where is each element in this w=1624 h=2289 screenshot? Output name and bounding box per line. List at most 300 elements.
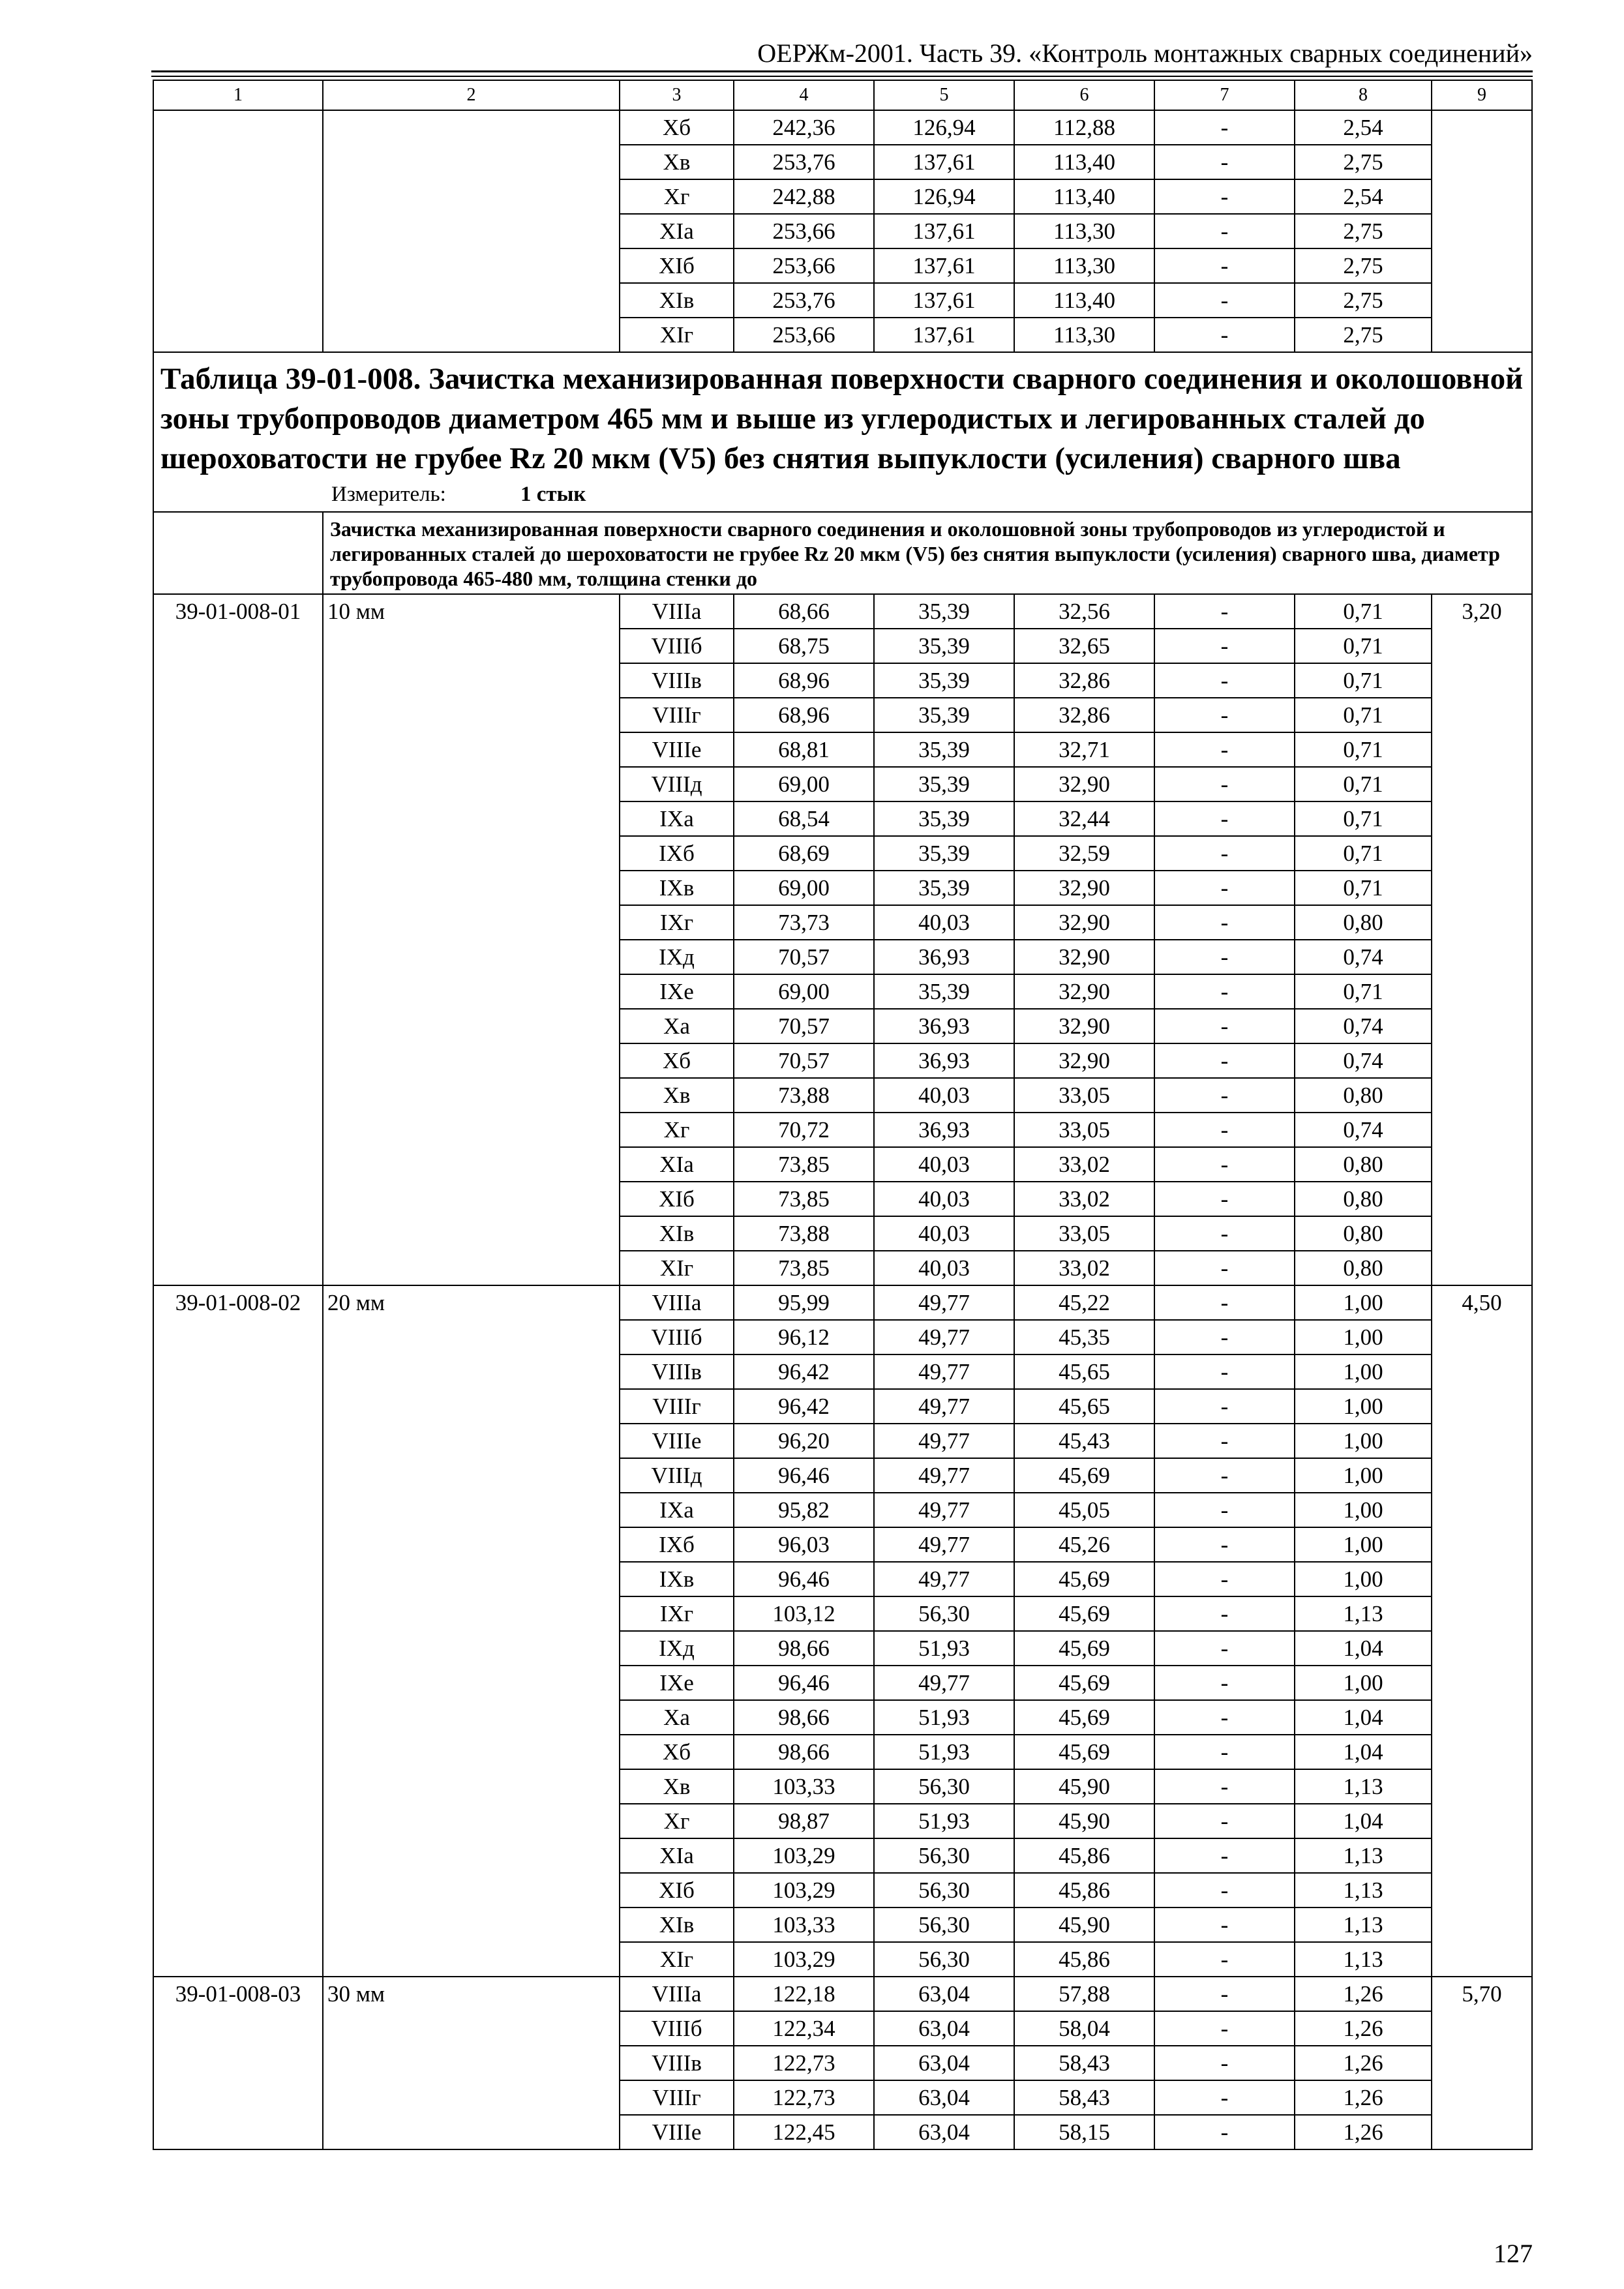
- value-cell: 1,04: [1295, 1631, 1432, 1666]
- value-cell: VIIIб: [620, 2011, 734, 2046]
- value-cell: -: [1154, 663, 1295, 698]
- value-cell: 1,00: [1295, 1285, 1432, 1320]
- value-cell: -: [1154, 940, 1295, 974]
- value-cell: 45,90: [1014, 1769, 1154, 1804]
- value-cell: 1,00: [1295, 1424, 1432, 1458]
- col9-cell: [1432, 1700, 1532, 1735]
- col9-cell: [1432, 836, 1532, 871]
- value-cell: 0,80: [1295, 1182, 1432, 1216]
- value-cell: -: [1154, 871, 1295, 905]
- column-number: 4: [734, 80, 874, 110]
- col9-cell: [1432, 248, 1532, 283]
- value-cell: 45,86: [1014, 1942, 1154, 1977]
- value-cell: Хг: [620, 1113, 734, 1147]
- code-cell: [153, 1216, 323, 1251]
- value-cell: 68,54: [734, 801, 874, 836]
- value-cell: -: [1154, 1700, 1295, 1735]
- value-cell: 73,88: [734, 1078, 874, 1113]
- value-cell: 96,46: [734, 1458, 874, 1493]
- value-cell: 63,04: [874, 1977, 1014, 2011]
- col9-cell: [1432, 1216, 1532, 1251]
- code-cell: [153, 1666, 323, 1700]
- value-cell: 1,26: [1295, 2080, 1432, 2115]
- name-cell: [323, 179, 620, 214]
- col9-cell: [1432, 318, 1532, 352]
- table-row: [153, 732, 1532, 767]
- value-cell: 122,73: [734, 2080, 874, 2115]
- name-cell: [323, 1562, 620, 1596]
- value-cell: 49,77: [874, 1458, 1014, 1493]
- value-cell: VIIIа: [620, 1285, 734, 1320]
- code-cell: [153, 1942, 323, 1977]
- value-cell: 0,71: [1295, 698, 1432, 732]
- value-cell: 1,00: [1295, 1527, 1432, 1562]
- value-cell: 49,77: [874, 1666, 1014, 1700]
- value-cell: 49,77: [874, 1424, 1014, 1458]
- col9-cell: [1432, 1078, 1532, 1113]
- value-cell: 32,44: [1014, 801, 1154, 836]
- value-cell: VIIIе: [620, 1424, 734, 1458]
- value-cell: 253,66: [734, 214, 874, 248]
- value-cell: 0,71: [1295, 594, 1432, 629]
- value-cell: 35,39: [874, 629, 1014, 663]
- table-row: [153, 2080, 1532, 2115]
- value-cell: Хб: [620, 1735, 734, 1769]
- value-cell: 103,33: [734, 1769, 874, 1804]
- value-cell: 112,88: [1014, 110, 1154, 145]
- name-cell: [323, 1009, 620, 1043]
- measure-line: [160, 480, 1526, 509]
- code-cell: [153, 1700, 323, 1735]
- name-cell: [323, 1700, 620, 1735]
- col9-cell: [1432, 1735, 1532, 1769]
- value-cell: 0,71: [1295, 836, 1432, 871]
- value-cell: 73,85: [734, 1147, 874, 1182]
- col9-cell: [1432, 767, 1532, 801]
- description: Зачистка механизированная поверхности сварного соединения и околошовной зоны трубопроводов из углеродистой и легированных сталей до шероховатости не грубее Rz 20 мкм (V5) без снятия выпуклости (усиления) сварного шва, диаметр трубопровода 465-480 мм, толщина стенки до: [323, 512, 1532, 594]
- value-cell: 32,59: [1014, 836, 1154, 871]
- row-name: 10 мм: [323, 594, 620, 629]
- col9-cell: [1432, 1043, 1532, 1078]
- value-cell: 113,30: [1014, 318, 1154, 352]
- value-cell: -: [1154, 1424, 1295, 1458]
- value-cell: 68,96: [734, 698, 874, 732]
- value-cell: 49,77: [874, 1527, 1014, 1562]
- value-cell: 2,75: [1295, 145, 1432, 179]
- value-cell: -: [1154, 836, 1295, 871]
- col9-cell: [1432, 1596, 1532, 1631]
- value-cell: -: [1154, 1320, 1295, 1354]
- value-cell: 45,65: [1014, 1354, 1154, 1389]
- column-number: 2: [323, 80, 620, 110]
- name-cell: [323, 767, 620, 801]
- value-cell: IХб: [620, 1527, 734, 1562]
- value-cell: -: [1154, 1527, 1295, 1562]
- value-cell: 1,04: [1295, 1700, 1432, 1735]
- col9-cell: [1432, 663, 1532, 698]
- value-cell: -: [1154, 2046, 1295, 2080]
- col9-cell: [1432, 1908, 1532, 1942]
- table-row: [153, 801, 1532, 836]
- value-cell: 45,05: [1014, 1493, 1154, 1527]
- code-cell: [153, 905, 323, 940]
- value-cell: VIIIд: [620, 767, 734, 801]
- value-cell: VIIIе: [620, 732, 734, 767]
- value-cell: -: [1154, 629, 1295, 663]
- value-cell: -: [1154, 214, 1295, 248]
- row-col9: 4,50: [1432, 1285, 1532, 1320]
- table-row: [153, 1389, 1532, 1424]
- name-cell: [323, 663, 620, 698]
- col9-cell: [1432, 2011, 1532, 2046]
- code-cell: [153, 110, 323, 145]
- header-rule: [151, 76, 1533, 77]
- value-cell: 0,71: [1295, 663, 1432, 698]
- value-cell: 32,56: [1014, 594, 1154, 629]
- code-cell: [153, 767, 323, 801]
- col9-cell: [1432, 1493, 1532, 1527]
- value-cell: 0,71: [1295, 767, 1432, 801]
- value-cell: 126,94: [874, 179, 1014, 214]
- name-cell: [323, 1493, 620, 1527]
- table-row: [153, 629, 1532, 663]
- description-row: [153, 512, 1532, 594]
- col9-cell: [1432, 1838, 1532, 1873]
- value-cell: -: [1154, 1562, 1295, 1596]
- value-cell: 33,02: [1014, 1147, 1154, 1182]
- table-row: [153, 1078, 1532, 1113]
- table-row: [153, 1562, 1532, 1596]
- value-cell: 40,03: [874, 1216, 1014, 1251]
- value-cell: 1,26: [1295, 2115, 1432, 2149]
- value-cell: 73,85: [734, 1251, 874, 1285]
- value-cell: 68,69: [734, 836, 874, 871]
- value-cell: 95,99: [734, 1285, 874, 1320]
- row-code: 39-01-008-01: [153, 594, 323, 629]
- value-cell: 45,69: [1014, 1458, 1154, 1493]
- value-cell: -: [1154, 2080, 1295, 2115]
- value-cell: 32,90: [1014, 871, 1154, 905]
- col9-cell: [1432, 1562, 1532, 1596]
- value-cell: IХд: [620, 940, 734, 974]
- value-cell: 33,05: [1014, 1113, 1154, 1147]
- column-number: 3: [620, 80, 734, 110]
- value-cell: -: [1154, 1769, 1295, 1804]
- value-cell: 242,88: [734, 179, 874, 214]
- value-cell: 68,75: [734, 629, 874, 663]
- table-row: [153, 110, 1532, 145]
- value-cell: 68,96: [734, 663, 874, 698]
- value-cell: 35,39: [874, 767, 1014, 801]
- value-cell: 0,74: [1295, 1043, 1432, 1078]
- value-cell: -: [1154, 1666, 1295, 1700]
- value-cell: 45,69: [1014, 1562, 1154, 1596]
- col9-cell: [1432, 1389, 1532, 1424]
- value-cell: Ха: [620, 1009, 734, 1043]
- code-cell: [153, 1424, 323, 1458]
- column-number-row: [153, 80, 1532, 110]
- value-cell: IХа: [620, 1493, 734, 1527]
- value-cell: VIIIг: [620, 698, 734, 732]
- table-row: [153, 1977, 1532, 2011]
- name-cell: [323, 2011, 620, 2046]
- value-cell: 35,39: [874, 594, 1014, 629]
- name-cell: [323, 905, 620, 940]
- col9-cell: [1432, 732, 1532, 767]
- code-cell: [153, 1493, 323, 1527]
- col9-cell: [1432, 179, 1532, 214]
- code-cell: [153, 629, 323, 663]
- value-cell: IХб: [620, 836, 734, 871]
- value-cell: 1,04: [1295, 1735, 1432, 1769]
- value-cell: 73,88: [734, 1216, 874, 1251]
- table-row: [153, 1666, 1532, 1700]
- value-cell: ХIв: [620, 1216, 734, 1251]
- value-cell: -: [1154, 145, 1295, 179]
- value-cell: 32,90: [1014, 905, 1154, 940]
- name-cell: [323, 732, 620, 767]
- name-cell: [323, 1354, 620, 1389]
- column-number: 9: [1432, 80, 1532, 110]
- value-cell: -: [1154, 1804, 1295, 1838]
- value-cell: IХг: [620, 1596, 734, 1631]
- value-cell: 32,90: [1014, 940, 1154, 974]
- value-cell: 95,82: [734, 1493, 874, 1527]
- value-cell: 69,00: [734, 871, 874, 905]
- value-cell: 35,39: [874, 871, 1014, 905]
- value-cell: 137,61: [874, 248, 1014, 283]
- value-cell: 68,66: [734, 594, 874, 629]
- code-cell: [153, 732, 323, 767]
- value-cell: VIIIв: [620, 2046, 734, 2080]
- value-cell: 98,66: [734, 1700, 874, 1735]
- value-cell: Ха: [620, 1700, 734, 1735]
- column-number: 5: [874, 80, 1014, 110]
- value-cell: 96,46: [734, 1562, 874, 1596]
- column-number: 1: [153, 80, 323, 110]
- name-cell: [323, 2046, 620, 2080]
- value-cell: 0,71: [1295, 732, 1432, 767]
- code-cell: [153, 1147, 323, 1182]
- name-cell: [323, 1458, 620, 1493]
- value-cell: IХг: [620, 905, 734, 940]
- col9-cell: [1432, 1458, 1532, 1493]
- value-cell: ХIв: [620, 283, 734, 318]
- value-cell: 103,29: [734, 1838, 874, 1873]
- value-cell: 35,39: [874, 801, 1014, 836]
- name-cell: [323, 2080, 620, 2115]
- code-cell: [153, 836, 323, 871]
- col9-cell: [1432, 1666, 1532, 1700]
- value-cell: Хв: [620, 1078, 734, 1113]
- code-cell: [153, 2080, 323, 2115]
- value-cell: 0,74: [1295, 1009, 1432, 1043]
- value-cell: -: [1154, 1147, 1295, 1182]
- table-row: [153, 2046, 1532, 2080]
- value-cell: 51,93: [874, 1735, 1014, 1769]
- value-cell: Хб: [620, 110, 734, 145]
- value-cell: 1,13: [1295, 1769, 1432, 1804]
- table-row: [153, 1804, 1532, 1838]
- table-body-top: [153, 80, 1532, 352]
- table-row: [153, 2011, 1532, 2046]
- table-row: [153, 1769, 1532, 1804]
- page-header: ОЕРЖм-2001. Часть 39. «Контроль монтажных сварных соединений»: [757, 38, 1533, 68]
- col9-cell: [1432, 698, 1532, 732]
- value-cell: 1,13: [1295, 1838, 1432, 1873]
- value-cell: 56,30: [874, 1942, 1014, 1977]
- value-cell: 68,81: [734, 732, 874, 767]
- value-cell: 103,29: [734, 1942, 874, 1977]
- value-cell: 103,29: [734, 1873, 874, 1908]
- table-row: [153, 1942, 1532, 1977]
- value-cell: 70,72: [734, 1113, 874, 1147]
- value-cell: 122,73: [734, 2046, 874, 2080]
- value-cell: -: [1154, 1113, 1295, 1147]
- name-cell: [323, 1424, 620, 1458]
- code-cell: [153, 1527, 323, 1562]
- value-cell: VIIIв: [620, 663, 734, 698]
- table-row: [153, 1285, 1532, 1320]
- col9-cell: [1432, 905, 1532, 940]
- value-cell: ХIа: [620, 1838, 734, 1873]
- table-row: [153, 283, 1532, 318]
- value-cell: 0,74: [1295, 940, 1432, 974]
- value-cell: 113,40: [1014, 283, 1154, 318]
- value-cell: -: [1154, 283, 1295, 318]
- name-cell: [323, 836, 620, 871]
- code-cell: [153, 179, 323, 214]
- table-row: [153, 1043, 1532, 1078]
- value-cell: 137,61: [874, 214, 1014, 248]
- value-cell: 73,85: [734, 1182, 874, 1216]
- table-body-groups: [153, 594, 1532, 2149]
- table-row: [153, 1873, 1532, 1908]
- name-cell: [323, 801, 620, 836]
- name-cell: [323, 940, 620, 974]
- value-cell: 45,86: [1014, 1838, 1154, 1873]
- name-cell: [323, 1735, 620, 1769]
- value-cell: 137,61: [874, 145, 1014, 179]
- value-cell: -: [1154, 1458, 1295, 1493]
- value-cell: 32,65: [1014, 629, 1154, 663]
- col9-cell: [1432, 801, 1532, 836]
- value-cell: 2,75: [1295, 318, 1432, 352]
- name-cell: [323, 283, 620, 318]
- value-cell: 33,05: [1014, 1216, 1154, 1251]
- code-cell: [153, 1596, 323, 1631]
- measure-label: Измеритель:: [331, 483, 446, 506]
- value-cell: 63,04: [874, 2046, 1014, 2080]
- table-row: [153, 318, 1532, 352]
- code-cell: [153, 1735, 323, 1769]
- value-cell: -: [1154, 1354, 1295, 1389]
- name-cell: [323, 629, 620, 663]
- value-cell: 96,12: [734, 1320, 874, 1354]
- table-row: [153, 145, 1532, 179]
- value-cell: 58,04: [1014, 2011, 1154, 2046]
- value-cell: -: [1154, 2011, 1295, 2046]
- value-cell: 96,03: [734, 1527, 874, 1562]
- table-row: [153, 871, 1532, 905]
- value-cell: 98,66: [734, 1735, 874, 1769]
- code-cell: [153, 1113, 323, 1147]
- table-row: [153, 1458, 1532, 1493]
- value-cell: 35,39: [874, 732, 1014, 767]
- table-title-row: [153, 352, 1532, 512]
- value-cell: 137,61: [874, 283, 1014, 318]
- value-cell: 58,15: [1014, 2115, 1154, 2149]
- value-cell: -: [1154, 110, 1295, 145]
- value-cell: 56,30: [874, 1596, 1014, 1631]
- value-cell: 49,77: [874, 1389, 1014, 1424]
- value-cell: 0,80: [1295, 1216, 1432, 1251]
- table-row: [153, 905, 1532, 940]
- value-cell: IХв: [620, 871, 734, 905]
- value-cell: 96,42: [734, 1389, 874, 1424]
- col9-cell: [1432, 974, 1532, 1009]
- value-cell: 51,93: [874, 1631, 1014, 1666]
- value-cell: 122,34: [734, 2011, 874, 2046]
- value-cell: 70,57: [734, 1043, 874, 1078]
- value-cell: 45,22: [1014, 1285, 1154, 1320]
- value-cell: 51,93: [874, 1700, 1014, 1735]
- value-cell: 113,40: [1014, 179, 1154, 214]
- code-cell: [153, 940, 323, 974]
- col9-cell: [1432, 1769, 1532, 1804]
- value-cell: ХIб: [620, 248, 734, 283]
- value-cell: 36,93: [874, 1009, 1014, 1043]
- value-cell: Хб: [620, 1043, 734, 1078]
- value-cell: 0,74: [1295, 1113, 1432, 1147]
- name-cell: [323, 214, 620, 248]
- value-cell: 57,88: [1014, 1977, 1154, 2011]
- value-cell: ХIв: [620, 1908, 734, 1942]
- header-rule: [151, 70, 1533, 72]
- name-cell: [323, 1596, 620, 1631]
- value-cell: 49,77: [874, 1493, 1014, 1527]
- value-cell: -: [1154, 905, 1295, 940]
- value-cell: 0,71: [1295, 974, 1432, 1009]
- code-cell: [153, 663, 323, 698]
- value-cell: 45,86: [1014, 1873, 1154, 1908]
- value-cell: 1,26: [1295, 1977, 1432, 2011]
- value-cell: 1,04: [1295, 1804, 1432, 1838]
- value-cell: 0,80: [1295, 1147, 1432, 1182]
- value-cell: 2,75: [1295, 283, 1432, 318]
- table-row: [153, 1700, 1532, 1735]
- value-cell: 96,20: [734, 1424, 874, 1458]
- value-cell: 45,43: [1014, 1424, 1154, 1458]
- value-cell: 122,45: [734, 2115, 874, 2149]
- name-cell: [323, 1666, 620, 1700]
- col9-cell: [1432, 1527, 1532, 1562]
- value-cell: 253,66: [734, 248, 874, 283]
- value-cell: 49,77: [874, 1354, 1014, 1389]
- col9-cell: [1432, 2046, 1532, 2080]
- name-cell: [323, 1216, 620, 1251]
- col9-cell: [1432, 1113, 1532, 1147]
- table-row: [153, 1182, 1532, 1216]
- value-cell: 36,93: [874, 1043, 1014, 1078]
- name-cell: [323, 1182, 620, 1216]
- name-cell: [323, 1838, 620, 1873]
- value-cell: -: [1154, 1182, 1295, 1216]
- value-cell: 35,39: [874, 974, 1014, 1009]
- value-cell: Хг: [620, 1804, 734, 1838]
- value-cell: 253,76: [734, 145, 874, 179]
- table-row: [153, 179, 1532, 214]
